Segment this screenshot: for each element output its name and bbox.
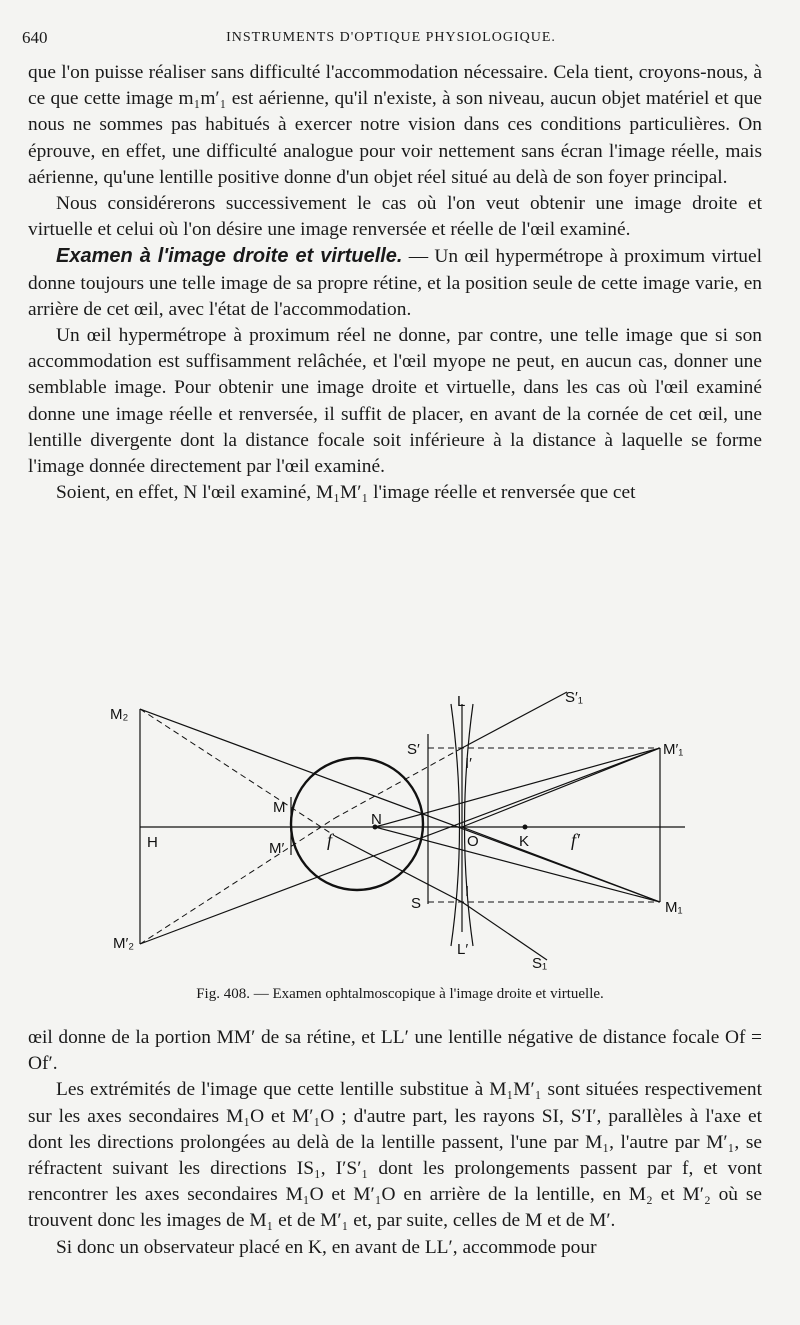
label-s: S — [411, 895, 422, 912]
label-o: O — [467, 833, 479, 850]
optics-diagram — [105, 676, 705, 976]
paragraph: Soient, en effet, N l'œil examiné, M₁M′₁ l'image réelle et renversée que cet — [56, 482, 636, 504]
paragraph: Si donc un observateur placé en K, en avant de LL′, accommode pour — [56, 1236, 597, 1258]
label-fp: f′ — [571, 830, 580, 850]
label-s1: S₁ — [532, 955, 548, 972]
ray-m1p-o — [462, 748, 660, 827]
label-m2: M₂ — [110, 706, 129, 723]
figure-408 — [105, 676, 705, 976]
label-m1: M₁ — [665, 899, 683, 916]
paragraph-continued: que l'on puisse réaliser sans difficulté l'accommodation nécessaire. Cela tient, croyons-nous, à ce que cette image m₁m′₁ est aérienne, qu'il n'existe, à son niveau, aucun objet matériel et que nous ne sommes pas habitués à exercer notre vision dans ces conditions particulières. On éprouve, en effet, une difficulté analogue pour voir nettement sans écran l'image réelle, mais aérienne, qu'une lentille positive donne d'un objet réel situé au delà de son foyer principal. — [28, 62, 762, 188]
paragraph: Un œil hypermétrope à proximum réel ne donne, par contre, une telle image que si son accommodation est suffisamment relâchée, et l'œil myope ne peut, en aucun cas, donner une semblable image. Pour obtenir une image droite et virtuelle, dans les cas où l'œil examiné donne une image réelle et renversée, il suffit de placer, en avant de la cornée de cet œil, une lentille divergente dont la distance focale soit inférieure à la distance à laquelle se forme l'image donnée directement par l'œil examiné. — [28, 325, 762, 478]
eye-circle — [291, 758, 423, 890]
label-f: f — [327, 830, 333, 850]
label-i: I — [465, 883, 470, 900]
running-title: INSTRUMENTS D'OPTIQUE PHYSIOLOGIQUE. — [226, 30, 556, 45]
section-paragraph — [28, 243, 762, 323]
label-n: N — [371, 811, 382, 828]
ray-ip-s1p — [462, 692, 567, 748]
paragraph: Nous considérerons successivement le cas où l'on veut obtenir une image droite et virtuelle et celui où l'on désire une image renversée et réelle de l'œil examiné. — [28, 193, 762, 241]
label-h: H — [147, 834, 158, 851]
ray-m2p-m1p — [140, 748, 660, 944]
label-m2p: M′₂ — [113, 935, 135, 952]
section-text: — Un œil hypermétrope à proximum virtuel donne toujours une telle image de sa propre rétine, et la position seule de cette image varie, en arrière de cet œil, avec l'état de l'accommodation. — [28, 246, 762, 320]
paragraph-continued: œil donne de la portion MM′ de sa rétine, et LL′ une lentille négative de distance focale Of = Of′. — [28, 1027, 762, 1075]
section-title: Examen à l'image droite et virtuelle. — [56, 245, 403, 268]
label-l: L — [457, 693, 466, 710]
label-sp: S′ — [407, 741, 420, 758]
label-s1p: S′₁ — [565, 689, 583, 706]
paragraph: Les extrémités de l'image que cette lentille substitue à M₁M′₁ sont situées respectivement sur les axes secondaires M₁O et M′₁O ; d'autre part, les rayons SI, S′I′, parallèles à l'axe et dont les directions prolongées au delà de la lentille passent, l'une par M₁, l'autre par M′₁, se réfractent suivant les directions IS₁, I′S′₁ dont les prolongements passent par f, et vont rencontrer les axes secondaires M₁O et M′₁O en arrière de la lentille, en M₂ et M′₂ où se trouvent donc les images de M₁ et de M′₁ et, par suite, celles de M et de M′. — [28, 1079, 762, 1232]
ray-m1-o — [462, 827, 660, 902]
page-header — [22, 28, 760, 52]
text-block-bottom — [28, 1025, 762, 1261]
ray-f-i — [335, 836, 462, 902]
label-lp: L′ — [457, 941, 469, 958]
label-k: K — [519, 833, 530, 850]
dash-m2-f — [140, 709, 335, 836]
text-block-top — [28, 60, 762, 506]
ray-n-m1p — [375, 748, 660, 827]
figure-caption: Fig. 408. — Examen ophtalmoscopique à l'image droite et virtuelle. — [196, 986, 604, 1002]
label-m1p: M′₁ — [663, 741, 684, 758]
page-number: 640 — [22, 28, 48, 47]
ray-i-s1 — [462, 902, 547, 960]
label-mp: M′ — [269, 840, 285, 857]
point-k — [523, 825, 528, 830]
label-ip: I′ — [465, 755, 472, 772]
ray-n-m1 — [375, 827, 660, 902]
label-m: M — [273, 799, 286, 816]
